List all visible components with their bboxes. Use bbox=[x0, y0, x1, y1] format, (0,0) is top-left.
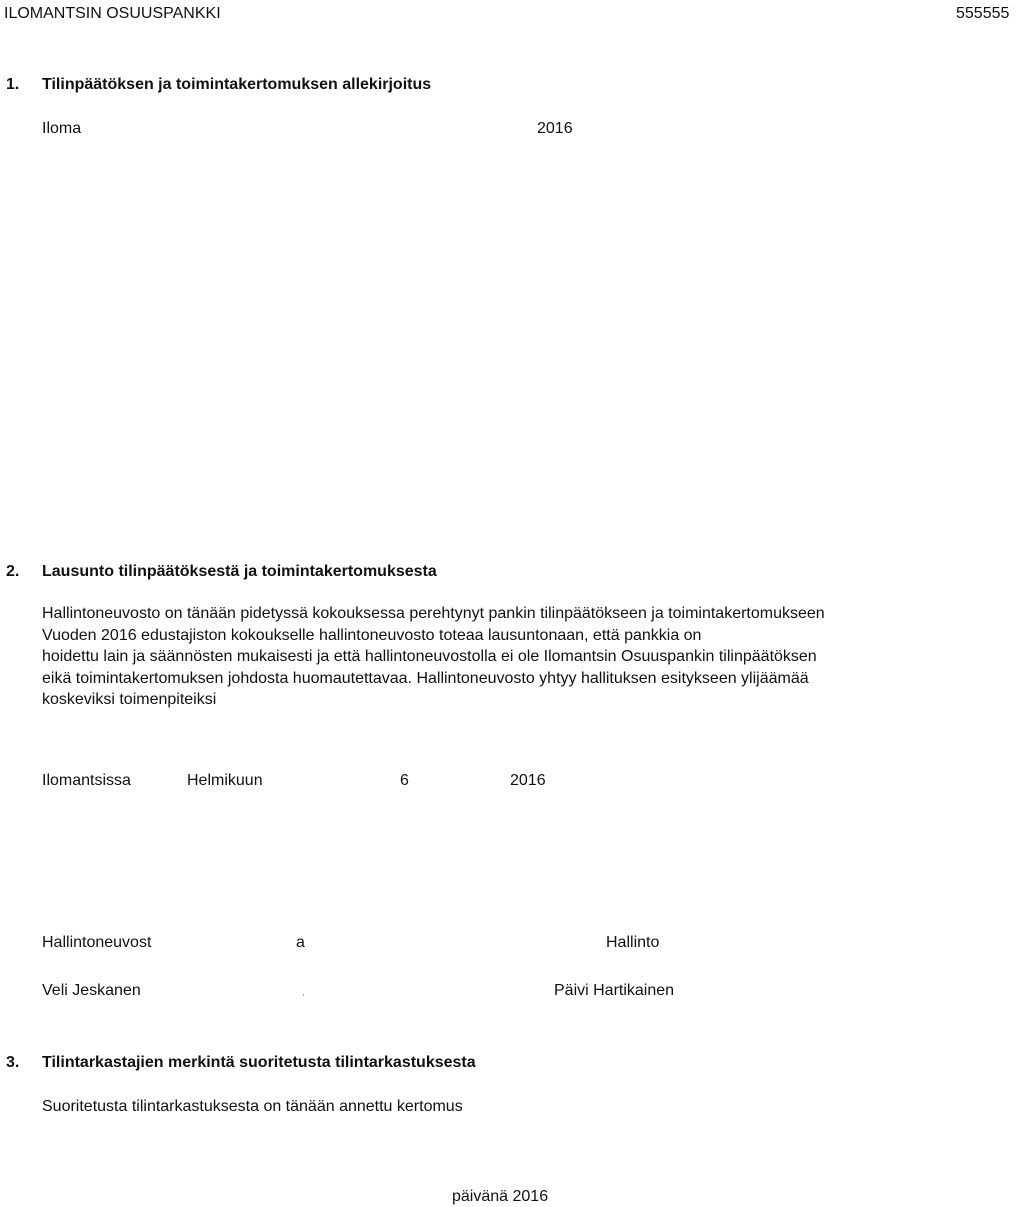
signature-year: 2016 bbox=[537, 120, 573, 137]
section-2-title: Lausunto tilinpäätöksestä ja toimintakertomuksesta bbox=[42, 563, 437, 580]
paragraph-line: eikä toimintakertomuksen johdosta huomautettavaa. Hallintoneuvosto yhtyy hallituksen esitykseen ylijäämää bbox=[42, 669, 809, 687]
date-month: Helmikuun bbox=[187, 772, 263, 789]
signer-left-title: Hallintoneuvost bbox=[42, 934, 152, 951]
date-place: Ilomantsissa bbox=[42, 772, 131, 789]
bank-name: ILOMANTSIN OSUUSPANKKI bbox=[4, 5, 221, 22]
date-day: 6 bbox=[400, 772, 409, 789]
section-2-number: 2. bbox=[6, 563, 20, 580]
paragraph-line: Vuoden 2016 edustajiston kokoukselle hallintoneuvosto toteaa lausuntonaan, että pankkia on bbox=[42, 626, 702, 644]
signer-left-title-tail: a bbox=[296, 934, 305, 951]
paragraph-line: koskeviksi toimenpiteiksi bbox=[42, 691, 217, 709]
signer-left-name: Veli Jeskanen bbox=[42, 982, 141, 999]
footer-date: päivänä 2016 bbox=[452, 1188, 549, 1205]
section-1-number: 1. bbox=[6, 76, 20, 93]
section-1-title: Tilinpäätöksen ja toimintakertomuksen allekirjoitus bbox=[42, 76, 432, 93]
section-3-number: 3. bbox=[6, 1054, 20, 1071]
statement-paragraph bbox=[42, 603, 982, 711]
audit-statement: Suoritetusta tilintarkastuksesta on tänään annettu kertomus bbox=[42, 1098, 463, 1115]
paragraph-line: hoidettu lain ja säännösten mukaisesti ja että hallintoneuvostolla ei ole Ilomantsin Osuuspankin tilinpäätöksen bbox=[42, 648, 817, 666]
signature-place: Iloma bbox=[42, 120, 82, 137]
signer-right-title: Hallinto bbox=[606, 934, 660, 951]
date-year: 2016 bbox=[510, 772, 546, 789]
section-3-title: Tilintarkastajien merkintä suoritetusta tilintarkastuksesta bbox=[42, 1054, 476, 1071]
document-code: 555555 bbox=[956, 5, 1010, 22]
signer-right-name: Päivi Hartikainen bbox=[554, 982, 675, 999]
paragraph-line: Hallintoneuvosto on tänään pidetyssä kokouksessa perehtynyt pankin tilinpäätökseen ja toimintakertomukseen bbox=[42, 605, 825, 622]
stray-mark: , bbox=[302, 987, 305, 998]
